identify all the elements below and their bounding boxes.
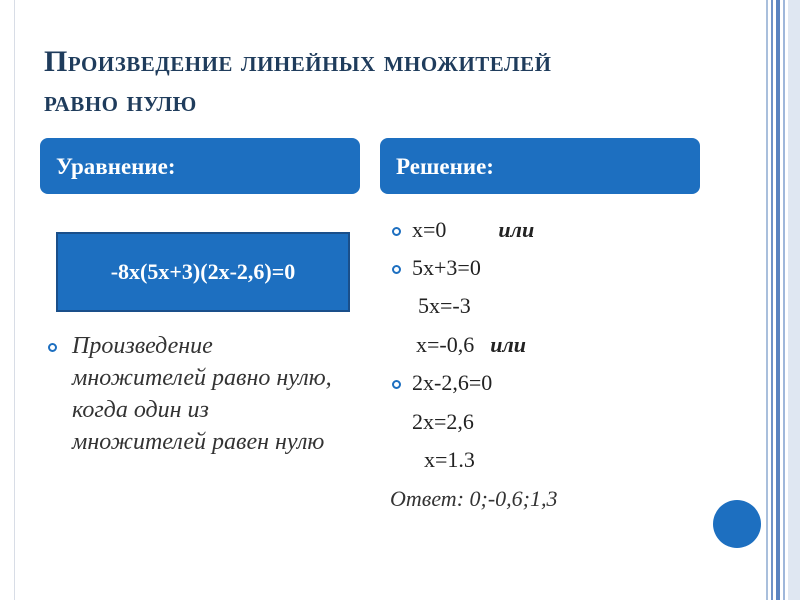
solution-line-4 <box>416 331 526 359</box>
bullet-icon <box>392 265 401 274</box>
solution-line-7: x=1.3 <box>424 447 475 472</box>
solution-header: Решение: <box>380 138 700 194</box>
edge-stripe <box>783 0 785 600</box>
edge-stripe <box>788 0 800 600</box>
bullet-icon <box>392 380 401 389</box>
equation-box <box>56 232 350 312</box>
edge-stripe <box>771 0 773 600</box>
equation-header: Уравнение: <box>40 138 360 194</box>
equation-text: -8x(5x+3)(2x-2,6)=0 <box>110 259 296 284</box>
or-word: или <box>498 217 535 242</box>
solution-line-2: 5x+3=0 <box>412 255 481 280</box>
edge-stripe <box>776 0 780 600</box>
left-border-line <box>14 0 15 600</box>
solution-x-neg: x=-0,6 <box>416 332 475 357</box>
bullet-icon <box>392 227 401 236</box>
solution-line-1 <box>412 216 534 244</box>
rule-note: Произведение множителей равно нулю, когда один из множителей равен нулю <box>72 333 332 455</box>
answer-line: Ответ: 0;-0,6;1,3 <box>390 486 558 511</box>
title-line-1: Произведение линейных множителей <box>44 45 552 78</box>
solution-line-3: 5x=-3 <box>418 293 471 318</box>
decorative-circle-icon <box>713 500 761 548</box>
solution-line-6: 2x=2,6 <box>412 409 474 434</box>
or-word: или <box>490 332 526 357</box>
edge-stripe <box>766 0 768 600</box>
slide-title <box>44 42 744 122</box>
bullet-icon <box>48 343 57 352</box>
solution-line-5: 2x-2,6=0 <box>412 370 493 395</box>
solution-x0: x=0 <box>412 217 447 242</box>
title-line-2: равно нулю <box>44 85 197 118</box>
